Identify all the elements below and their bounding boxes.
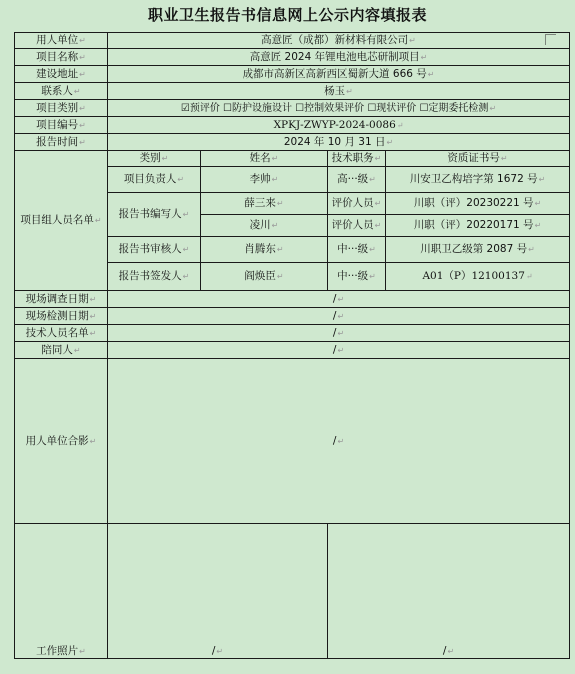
- team-title: 中···级↵: [328, 237, 386, 263]
- group-photo-value: /↵: [108, 359, 570, 524]
- group-photo-label: 用人单位合影↵: [15, 359, 108, 524]
- report-time-value: 2024 年 10 月 31 日↵: [108, 134, 570, 151]
- survey-date-label: 现场调查日期↵: [15, 291, 108, 308]
- row-group-photo: [15, 359, 570, 524]
- tech-staff-value: /↵: [108, 325, 570, 342]
- work-photo-right: /↵: [328, 524, 570, 659]
- employer-label: 用人单位↵: [15, 33, 108, 49]
- row-employer: [15, 33, 570, 49]
- row-work-photos: [15, 524, 570, 659]
- row-category: [15, 100, 570, 117]
- team-role: 报告书签发人↵: [108, 263, 201, 291]
- contact-value: 杨玉↵: [108, 83, 570, 100]
- team-name: 李帅↵: [201, 167, 328, 193]
- row-survey-date: [15, 291, 570, 308]
- category-label: 项目类别↵: [15, 100, 108, 117]
- project-no-label: 项目编号↵: [15, 117, 108, 134]
- detect-date-label: 现场检测日期↵: [15, 308, 108, 325]
- team-name: 阎焕臣↵: [201, 263, 328, 291]
- disclosure-form-table: [14, 32, 570, 659]
- report-time-label: 报告时间↵: [15, 134, 108, 151]
- team-cert: 川职（评）20220171 号↵: [386, 215, 570, 237]
- team-label: 项目组人员名单↵: [15, 151, 108, 291]
- team-header-row: [15, 151, 570, 167]
- team-name: 凌川↵: [201, 215, 328, 237]
- team-title: 高···级↵: [328, 167, 386, 193]
- survey-date-value: /↵: [108, 291, 570, 308]
- team-header-role: 类别↵: [108, 151, 201, 167]
- form-title: 职业卫生报告书信息网上公示内容填报表: [147, 6, 427, 24]
- team-name: 薛三来↵: [201, 193, 328, 215]
- contact-label: 联系人↵: [15, 83, 108, 100]
- work-photo-label: 工作照片↵: [15, 524, 108, 659]
- team-cert: 川安卫乙构培字第 1672 号↵: [386, 167, 570, 193]
- row-project-name: [15, 49, 570, 66]
- address-value: 成都市高新区高新西区蜀新大道 666 号↵: [108, 66, 570, 83]
- work-photo-left: /↵: [108, 524, 328, 659]
- project-name-label: 项目名称↵: [15, 49, 108, 66]
- category-options: ☑预评价 ☐防护设施设计 ☐控制效果评价 ☐现状评价 ☐定期委托检测↵: [108, 100, 570, 117]
- row-detect-date: [15, 308, 570, 325]
- team-role: 报告书编写人↵: [108, 193, 201, 237]
- team-role: 报告书审核人↵: [108, 237, 201, 263]
- row-companion: [15, 342, 570, 359]
- row-tech-staff: [15, 325, 570, 342]
- row-project-no: [15, 117, 570, 134]
- row-contact: [15, 83, 570, 100]
- companion-value: /↵: [108, 342, 570, 359]
- detect-date-value: /↵: [108, 308, 570, 325]
- team-header-name: 姓名↵: [201, 151, 328, 167]
- team-role: 项目负责人↵: [108, 167, 201, 193]
- row-report-time: [15, 134, 570, 151]
- team-header-cert: 资质证书号↵: [386, 151, 570, 167]
- project-no-value: XPKJ-ZWYP-2024-0086↵: [108, 117, 570, 134]
- team-cert: A01（P）12100137↵: [386, 263, 570, 291]
- team-cert: 川职（评）20230221 号↵: [386, 193, 570, 215]
- team-title: 评价人员↵: [328, 215, 386, 237]
- team-cert: 川职卫乙级第 2087 号↵: [386, 237, 570, 263]
- team-title: 中···级↵: [328, 263, 386, 291]
- address-label: 建设地址↵: [15, 66, 108, 83]
- team-name: 肖腾东↵: [201, 237, 328, 263]
- tech-staff-label: 技术人员名单↵: [15, 325, 108, 342]
- employer-value: 高意匠（成都）新材料有限公司↵: [108, 33, 570, 49]
- companion-label: 陪同人↵: [15, 342, 108, 359]
- team-title: 评价人员↵: [328, 193, 386, 215]
- row-address: [15, 66, 570, 83]
- project-name-value: 高意匠 2024 年锂电池电芯研制项目↵: [108, 49, 570, 66]
- team-header-title: 技术职务↵: [328, 151, 386, 167]
